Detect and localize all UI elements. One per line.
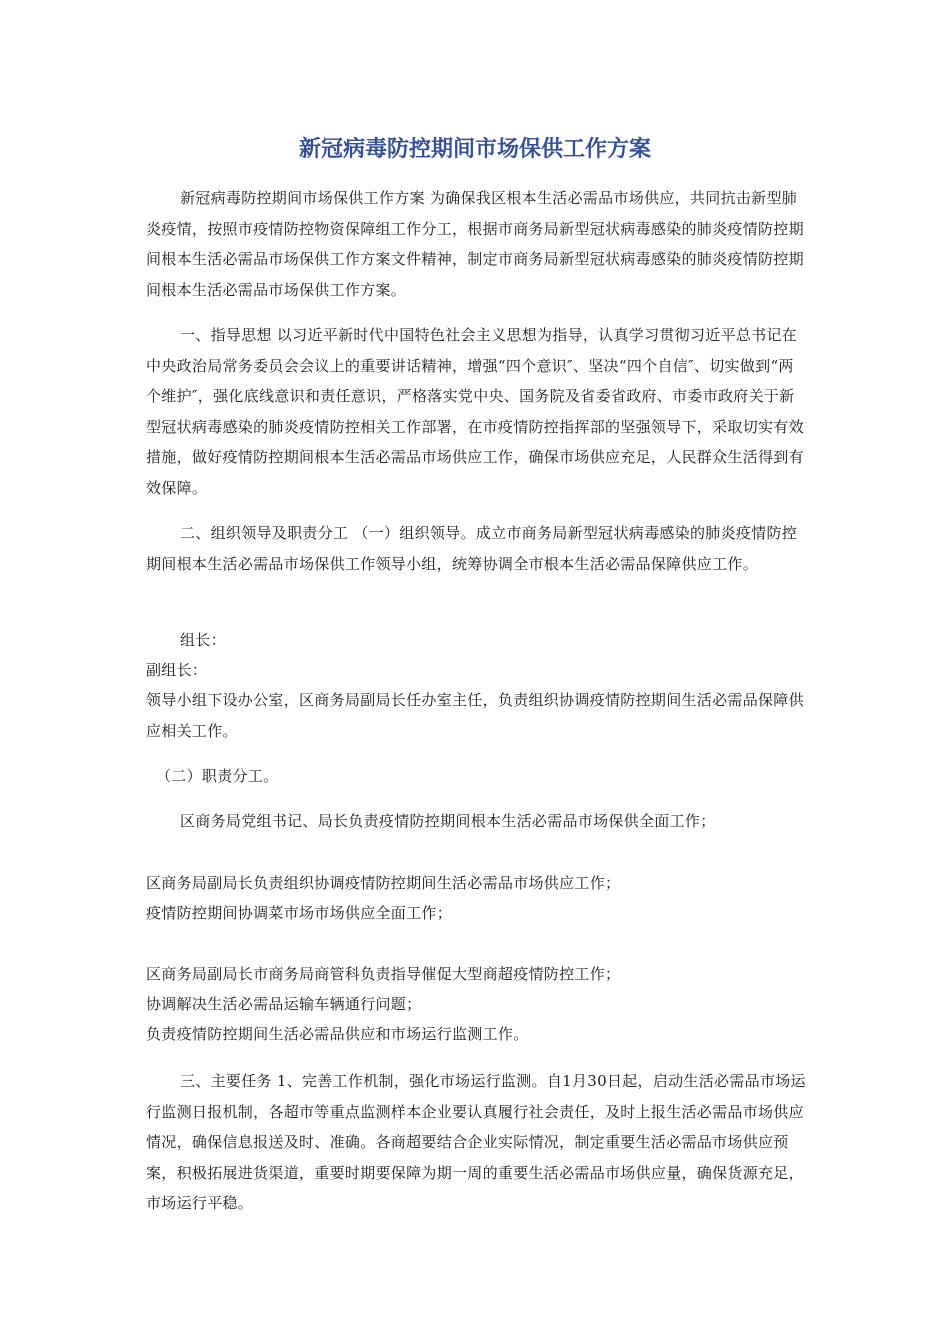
deputy-leader-line: 副组长： (146, 661, 208, 679)
office-paragraph: 领导小组下设办公室，区商务局副局长任办室主任，负责组织协调疫情防控期间生活必需品保障供应相关工作。 (146, 691, 804, 740)
duty-item-2a: 区商务局副局长负责组织协调疫情防控期间生活必需品市场供应工作； (146, 874, 621, 892)
duty-item-2b: 疫情防控期间协调菜市场市场供应全面工作； (146, 904, 453, 922)
section-guiding-ideology: 一、指导思想 以习近平新时代中国特色社会主义思想为指导，认真学习贯彻习近平总书记在中央政治局常务委员会会议上的重要讲话精神，增强“四个意识″、坚决“四个自信″、切实做到“两个维护″，强化底线意识和责任意识，严格落实党中央、国务院及省委省政府、市委市政府关于新型冠状病毒感染的肺炎疫情防控相关工作部署，在市疫情防控指挥部的坚强领导下，采取切实有效措施，做好疫情防控期间根本生活必需品市场供应工作，确保市场供应充足，人民群众生活得到有效保障。 (146, 326, 804, 497)
duties-heading: （二）职责分工。 (156, 767, 279, 785)
section-main-tasks: 三、主要任务 1、完善工作机制，强化市场运行监测。自1月30日起，启动生活必需品市场运行监测日报机制，各超市等重点监测样本企业要认真履行社会责任，及时上报生活必需品市场供应情况，确保信息报送及时、准确。各商超要结合企业实际情况，制定重要生活必需品市场供应预案，积极拓展进货渠道，重要时期要保障为期一周的重要生活必需品市场供应量，确保货源充足，市场运行平稳。 (146, 1072, 806, 1212)
duty-item-3a: 区商务局副局长市商务局商管科负责指导催促大型商超疫情防控工作； (146, 965, 621, 983)
document-title: 新冠病毒防控期间市场保供工作方案 (298, 137, 651, 162)
duty-item-3b: 协调解决生活必需品运输车辆通行问题； (146, 995, 422, 1013)
section-organization: 二、组织领导及职责分工 （一）组织领导。成立市商务局新型冠状病毒感染的肺炎疫情防控期间根本生活必需品市场保供工作领导小组，统筹协调全市根本生活必需品保障供应工作。 (146, 524, 798, 573)
duty-item-3c: 负责疫情防控期间生活必需品供应和市场运行监测工作。 (146, 1025, 529, 1043)
intro-paragraph: 新冠病毒防控期间市场保供工作方案 为确保我区根本生活必需品市场供应，共同抗击新型肺炎疫情，按照市疫情防控物资保障组工作分工，根据市商务局新型冠状病毒感染的肺炎疫情防控期间根本生活必需品市场保供工作方案文件精神，制定市商务局新型冠状病毒感染的肺炎疫情防控期间根本生活必需品市场保供工作方案。 (146, 189, 804, 299)
leader-line: 组长： (180, 631, 226, 649)
duty-item-1: 区商务局党组书记、局长负责疫情防控期间根本生活必需品市场保供全面工作； (180, 812, 716, 830)
